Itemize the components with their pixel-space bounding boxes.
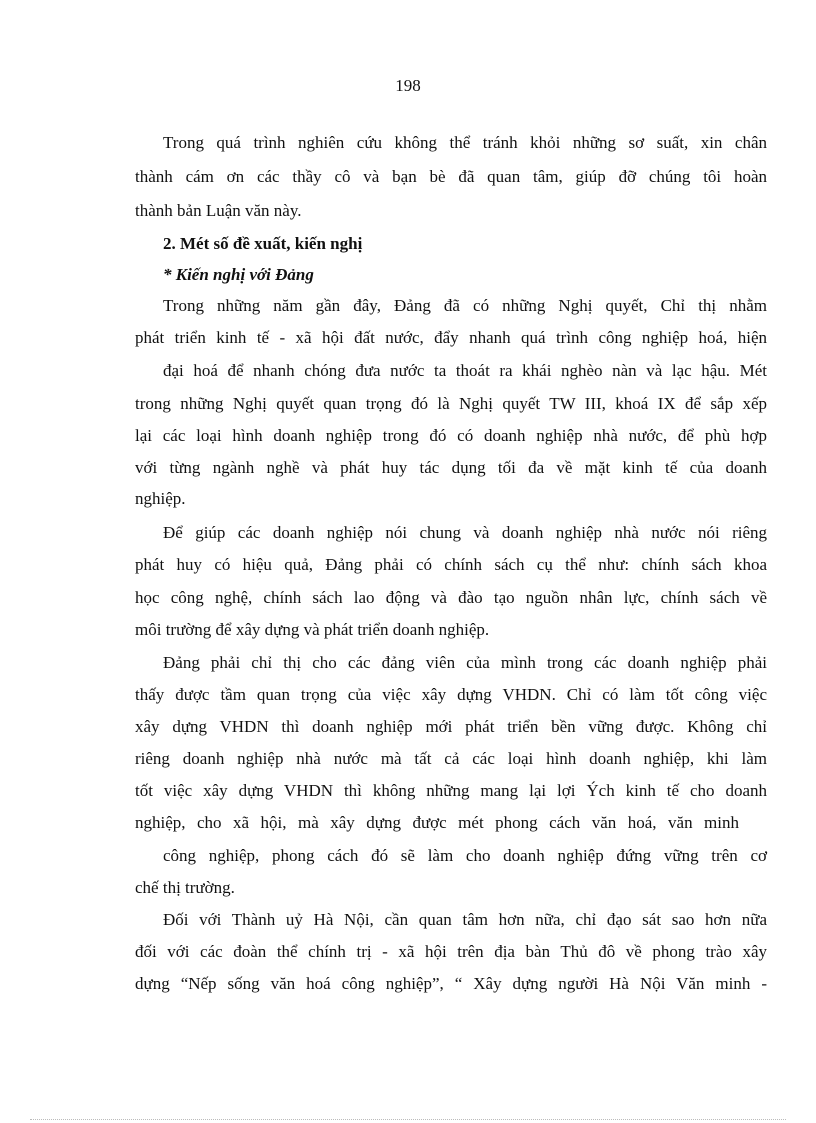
text-line: nghiệp.	[135, 489, 186, 508]
text-line: phát triển kinh tế - xã hội đất nước, đẩy nhanh quá trình công nghiệp hoá, hiện	[135, 328, 767, 347]
page-bottom-divider	[30, 1119, 786, 1120]
text-line: học công nghệ, chính sách lao động và đào tạo nguồn nhân lực, chính sách về	[135, 588, 767, 607]
text-line: nghiệp, cho xã hội, mà xây dựng được mét phong cách văn hoá, văn minh	[135, 813, 739, 832]
text-line: Đảng phải chỉ thị cho các đảng viên của mình trong các doanh nghiệp phải	[163, 653, 767, 672]
text-line: đối với các đoàn thể chính trị - xã hội trên địa bàn Thủ đô về phong trào xây	[135, 942, 767, 961]
text-line: Trong quá trình nghiên cứu không thể tránh khỏi những sơ suất, xin chân	[163, 133, 767, 152]
text-line: môi trường để xây dựng và phát triển doanh nghiệp.	[135, 620, 490, 639]
page-number: 198	[395, 76, 421, 95]
text-line: Đối với Thành uỷ Hà Nội, cần quan tâm hơn nữa, chỉ đạo sát sao hơn nữa	[163, 910, 767, 929]
text-line: lại các loại hình doanh nghiệp trong đó có doanh nghiệp nhà nước, để phù hợp	[135, 426, 767, 445]
subsection-heading: * Kiến nghị với Đảng	[163, 265, 314, 284]
section-heading: 2. Mét số đề xuất, kiến nghị	[163, 234, 363, 253]
text-line: phát huy có hiệu quả, Đảng phải có chính sách cụ thể như: chính sách khoa	[135, 555, 767, 574]
text-line: xây dựng VHDN thì doanh nghiệp mới phát triển bền vững được. Không chỉ	[135, 717, 767, 736]
text-line: công nghiệp, phong cách đó sẽ làm cho doanh nghiệp đứng vững trên cơ	[163, 846, 767, 865]
text-line: chế thị trường.	[135, 878, 235, 897]
text-line: Để giúp các doanh nghiệp nói chung và doanh nghiệp nhà nước nói riêng	[163, 523, 767, 542]
text-line: trong những Nghị quyết quan trọng đó là Nghị quyết TW III, khoá IX để sắp xếp	[135, 394, 767, 413]
text-line: đại hoá để nhanh chóng đưa nước ta thoát ra khái nghèo nàn và lạc hậu. Mét	[163, 361, 767, 380]
text-line: với từng ngành nghề và phát huy tác dụng tối đa về mặt kinh tế của doanh	[135, 458, 767, 477]
text-line: Trong những năm gần đây, Đảng đã có những Nghị quyết, Chỉ thị nhằm	[163, 296, 767, 315]
text-line: dựng “Nếp sống văn hoá công nghiệp”, “ Xây dựng người Hà Nội Văn minh -	[135, 974, 767, 993]
text-line: tốt việc xây dựng VHDN thì không những mang lại lợi Ých kinh tế cho doanh	[135, 781, 767, 800]
text-line: thành cám ơn các thầy cô và bạn bè đã quan tâm, giúp đỡ chúng tôi hoàn	[135, 167, 767, 186]
text-line: thấy được tầm quan trọng của việc xây dựng VHDN. Chỉ có làm tốt công việc	[135, 685, 767, 704]
text-line: thành bản Luận văn này.	[135, 201, 302, 220]
text-line: riêng doanh nghiệp nhà nước mà tất cả các loại hình doanh nghiệp, khi làm	[135, 749, 767, 768]
